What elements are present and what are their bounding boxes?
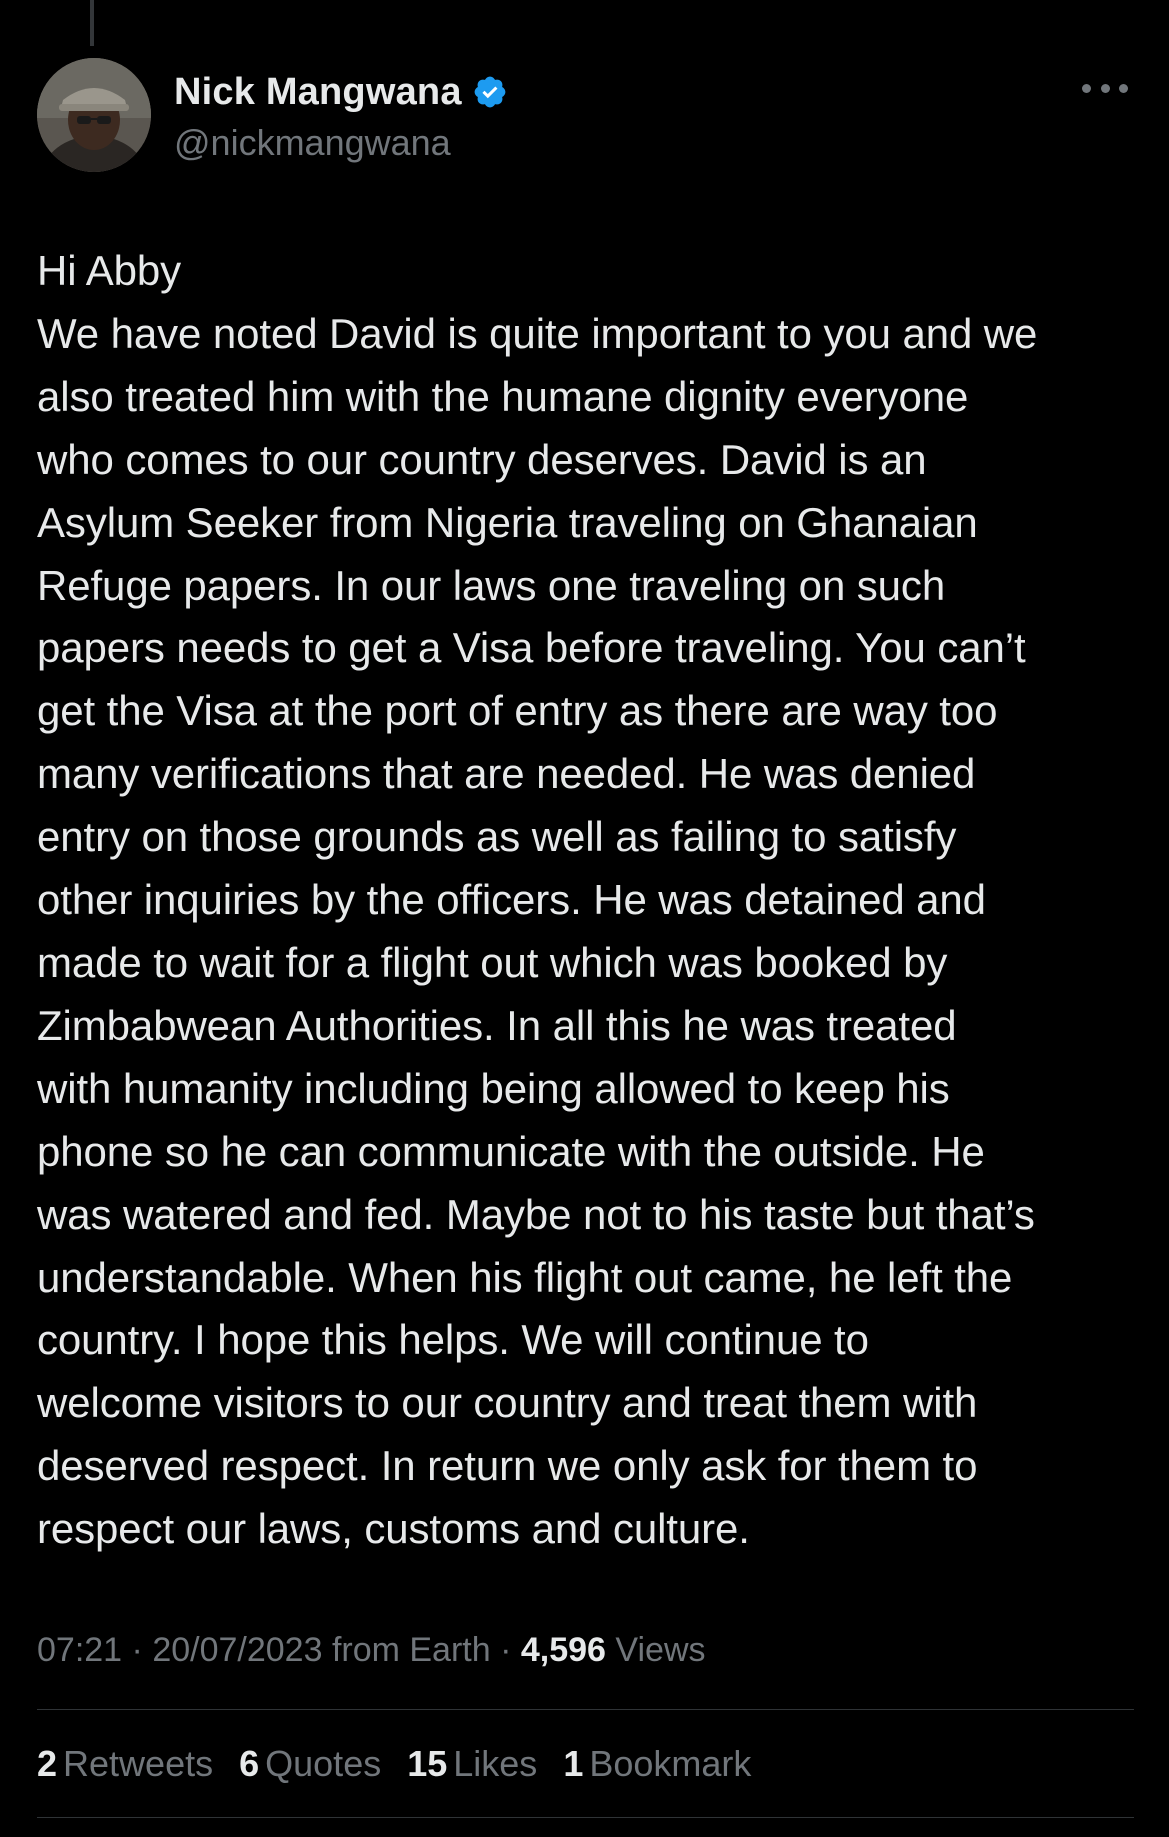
tweet-text — [37, 240, 1137, 1561]
tweet-text-line: phone so he can communicate with the outside. He — [37, 1127, 985, 1175]
verified-badge-icon — [472, 74, 508, 110]
quotes-stat[interactable] — [239, 1743, 381, 1785]
tweet-text-line: made to wait for a flight out which was booked by — [37, 938, 948, 986]
author-display-name[interactable]: Nick Mangwana — [174, 70, 462, 113]
tweet-text-line: respect our laws, customs and culture. — [37, 1505, 750, 1553]
tweet-text-line: country. I hope this helps. We will continue to — [37, 1316, 869, 1364]
tweet-meta — [37, 1631, 706, 1670]
divider — [37, 1709, 1134, 1710]
tweet-text-line: was watered and fed. Maybe not to his taste but that’s — [37, 1190, 1035, 1238]
tweet-text-line: We have noted David is quite important to you and we — [37, 309, 1038, 357]
tweet-text-line: understandable. When his flight out came, he left the — [37, 1253, 1013, 1301]
tweet-time[interactable]: 07:21 — [37, 1631, 123, 1669]
likes-count: 15 — [407, 1743, 448, 1784]
more-dot — [1082, 84, 1091, 93]
tweet-text-line: Hi Abby — [37, 247, 182, 294]
avatar-photo-icon — [37, 58, 151, 172]
tweet-text-line: Refuge papers. In our laws one traveling on such — [37, 561, 946, 609]
tweet-header — [37, 58, 1132, 176]
author-handle[interactable]: @nickmangwana — [174, 122, 451, 163]
bookmarks-count: 1 — [563, 1743, 584, 1784]
tweet-text-line: entry on those grounds as well as failing to satisfy — [37, 813, 957, 861]
bookmarks-stat[interactable] — [563, 1743, 751, 1785]
tweet-text-line: other inquiries by the officers. He was detained and — [37, 876, 986, 924]
tweet-date[interactable]: 20/07/2023 — [152, 1631, 323, 1669]
tweet-text-line: also treated him with the humane dignity everyone — [37, 372, 969, 420]
avatar[interactable] — [37, 58, 151, 172]
tweet-text-line: who comes to our country deserves. David is an — [37, 435, 927, 483]
retweets-stat[interactable] — [37, 1743, 213, 1785]
more-options-icon[interactable] — [1082, 78, 1128, 98]
tweet-text-line: Asylum Seeker from Nigeria traveling on Ghanaian — [37, 498, 978, 546]
tweet-text-line: get the Visa at the port of entry as there are way too — [37, 687, 998, 735]
tweet-text-line: deserved respect. In return we only ask for them to — [37, 1442, 978, 1490]
views-label: Views — [615, 1631, 706, 1669]
more-dot — [1101, 84, 1110, 93]
tweet-text-line: Zimbabwean Authorities. In all this he was treated — [37, 1001, 957, 1049]
tweet-source: from Earth — [331, 1631, 491, 1669]
likes-label: Likes — [453, 1743, 538, 1784]
engagement-stats — [37, 1743, 751, 1785]
views-count: 4,596 — [520, 1631, 606, 1669]
tweet-text-line: many verifications that are needed. He was denied — [37, 750, 976, 798]
bookmarks-label: Bookmark — [589, 1743, 752, 1784]
quotes-count: 6 — [239, 1743, 260, 1784]
author-identity[interactable] — [174, 68, 508, 164]
likes-stat[interactable] — [407, 1743, 537, 1785]
meta-separator: · — [490, 1631, 521, 1669]
author-name-row — [174, 68, 508, 116]
tweet-text-line: with humanity including being allowed to keep his — [37, 1064, 950, 1112]
more-dot — [1119, 84, 1128, 93]
retweets-count: 2 — [37, 1743, 58, 1784]
meta-separator: · — [122, 1631, 153, 1669]
quotes-label: Quotes — [265, 1743, 382, 1784]
divider — [37, 1817, 1134, 1818]
tweet-text-line: papers needs to get a Visa before traveling. You can’t — [37, 624, 1026, 672]
retweets-label: Retweets — [63, 1743, 214, 1784]
thread-connector-line — [90, 0, 94, 46]
tweet-text-line: welcome visitors to our country and treat them with — [37, 1379, 978, 1427]
